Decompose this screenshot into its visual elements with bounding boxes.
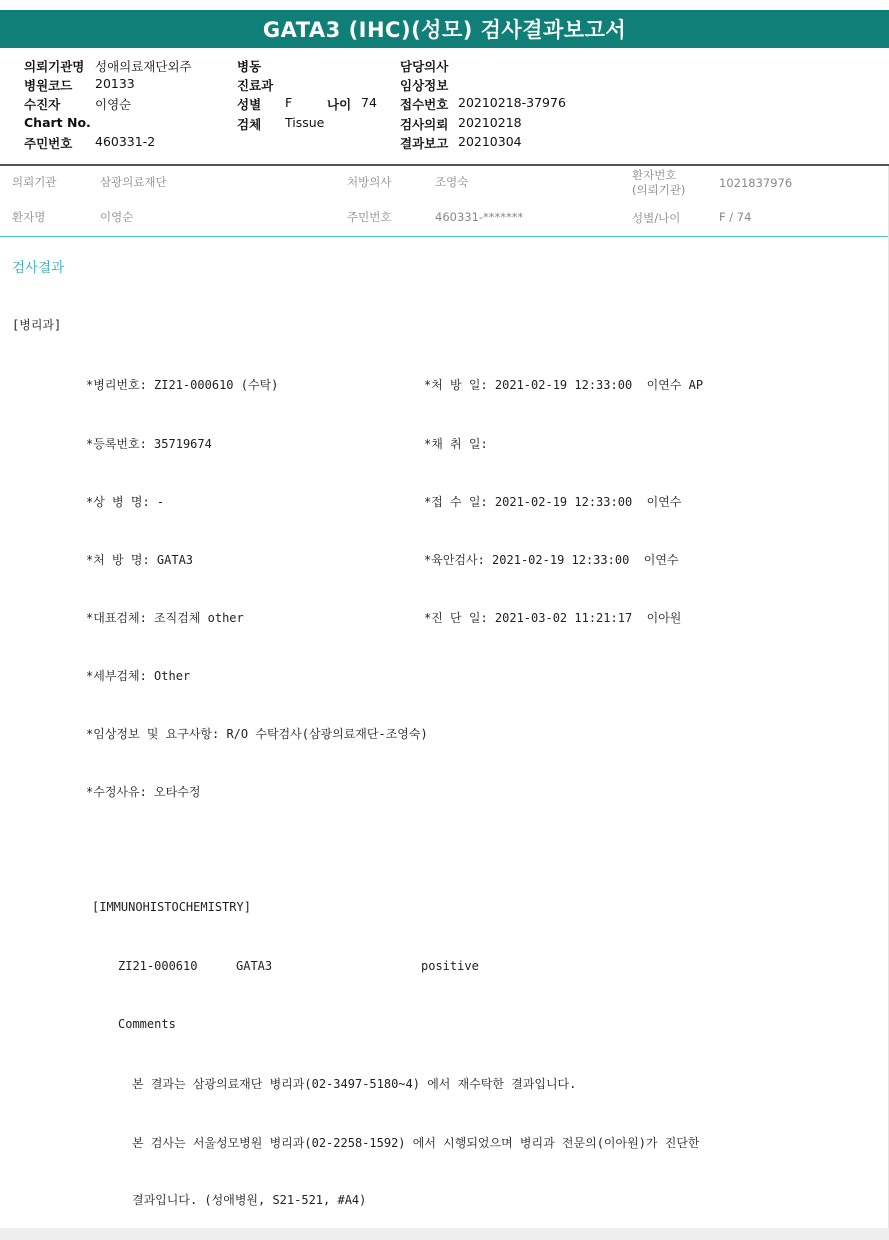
age-value: 74: [361, 95, 377, 110]
request-date-value: 20210218: [458, 115, 522, 130]
institution-value: 성애의료재단외주: [95, 59, 192, 74]
specimen-label: 검체: [237, 117, 262, 132]
comments-label: Comments: [118, 1017, 176, 1031]
pi-patient-no-sublabel: (의뢰기관): [632, 183, 686, 197]
ihc-heading: [IMMUNOHISTOCHEMISTRY]: [92, 900, 251, 914]
pi-doctor-label: 처방의사: [347, 175, 392, 189]
ihc-case-id: ZI21-000610: [118, 959, 198, 973]
order-date: *처 방 일: 2021-02-19 12:33:00 이연수 AP: [424, 378, 704, 392]
rrn-value: 460331-2: [95, 134, 156, 149]
age-label: 나이: [327, 97, 352, 112]
sex-value: F: [285, 95, 293, 110]
pi-institution-value: 삼광의료재단: [100, 175, 167, 189]
receipt-no-label: 접수번호: [400, 97, 449, 112]
registration-no: *등록번호: 35719674: [86, 437, 212, 451]
pi-patient-no-value: 1021837976: [719, 176, 793, 190]
pi-doctor-value: 조영숙: [435, 175, 469, 189]
pi-rrn-label: 주민번호: [347, 210, 392, 224]
ward-label: 병동: [237, 59, 262, 74]
patient-info-divider: [0, 236, 889, 237]
pi-name-value: 이영순: [100, 210, 134, 224]
pathology-no: *병리번호: ZI21-000610 (수탁): [86, 378, 279, 392]
specimen-value: Tissue: [285, 115, 325, 130]
sex-label: 성별: [237, 97, 262, 112]
hospital-code-value: 20133: [95, 76, 135, 91]
chart-no-label: Chart No.: [24, 115, 91, 130]
report-date-label: 결과보고: [400, 136, 449, 151]
pi-sexage-label: 성별/나이: [632, 211, 681, 225]
revision-reason: *수정사유: 오타수정: [86, 785, 201, 799]
doctor-label: 담당의사: [400, 59, 449, 74]
report-date-value: 20210304: [458, 134, 522, 149]
comment-line-2: 본 검사는 서울성모병원 병리과(02-2258-1592) 에서 시행되었으며 병리과 전문의(이아원)가 진단한: [132, 1136, 700, 1150]
report-header: [0, 54, 889, 164]
pi-patient-no-label: 환자번호: [632, 168, 677, 182]
footer-band: [0, 1228, 889, 1240]
receipt-date: *접 수 일: 2021-02-19 12:33:00 이연수: [424, 495, 682, 509]
representative-specimen: *대표검체: 조직검체 other: [86, 611, 244, 625]
receipt-no-value: 20210218-37976: [458, 95, 566, 110]
pi-name-label: 환자명: [12, 210, 46, 224]
patient-value: 이영순: [95, 97, 132, 112]
detail-specimen: *세부검체: Other: [86, 669, 191, 683]
ihc-marker: GATA3: [236, 959, 273, 973]
dept-heading: [병리과]: [12, 318, 62, 332]
patient-info-bar: [0, 166, 889, 236]
comment-line-3: 결과입니다. (성애병원, S21-521, #A4): [132, 1193, 367, 1207]
pi-rrn-value: 460331-*******: [435, 210, 524, 224]
clinical-request: *임상정보 및 요구사항: R/O 수탁검사(삼광의료재단-조영숙): [86, 727, 428, 741]
request-date-label: 검사의뢰: [400, 117, 449, 132]
hospital-code-label: 병원코드: [24, 78, 73, 93]
pi-institution-label: 의뢰기관: [12, 175, 57, 189]
institution-label: 의뢰기관명: [24, 59, 85, 74]
pi-sexage-value: F / 74: [719, 210, 752, 224]
order-name: *처 방 명: GATA3: [86, 553, 194, 567]
comment-line-1: 본 결과는 삼광의료재단 병리과(02-3497-5180~4) 에서 재수탁한 결과입니다.: [132, 1077, 577, 1091]
diagnosis-date: *진 단 일: 2021-03-02 11:21:17 이아원: [424, 611, 682, 625]
patient-label: 수진자: [24, 97, 61, 112]
dept-label: 진료과: [237, 78, 274, 93]
report-title: GATA3 (IHC)(성모) 검사결과보고서: [0, 10, 889, 48]
clinical-info-label: 임상정보: [400, 78, 449, 93]
collection-date: *채 취 일:: [424, 437, 488, 451]
section-title: 검사결과: [12, 260, 65, 276]
ihc-result: positive: [421, 959, 479, 973]
rrn-label: 주민번호: [24, 136, 73, 151]
gross-exam-date: *육안검사: 2021-02-19 12:33:00 이연수: [424, 553, 679, 567]
diagnosis-name: *상 병 명: -: [86, 495, 165, 509]
